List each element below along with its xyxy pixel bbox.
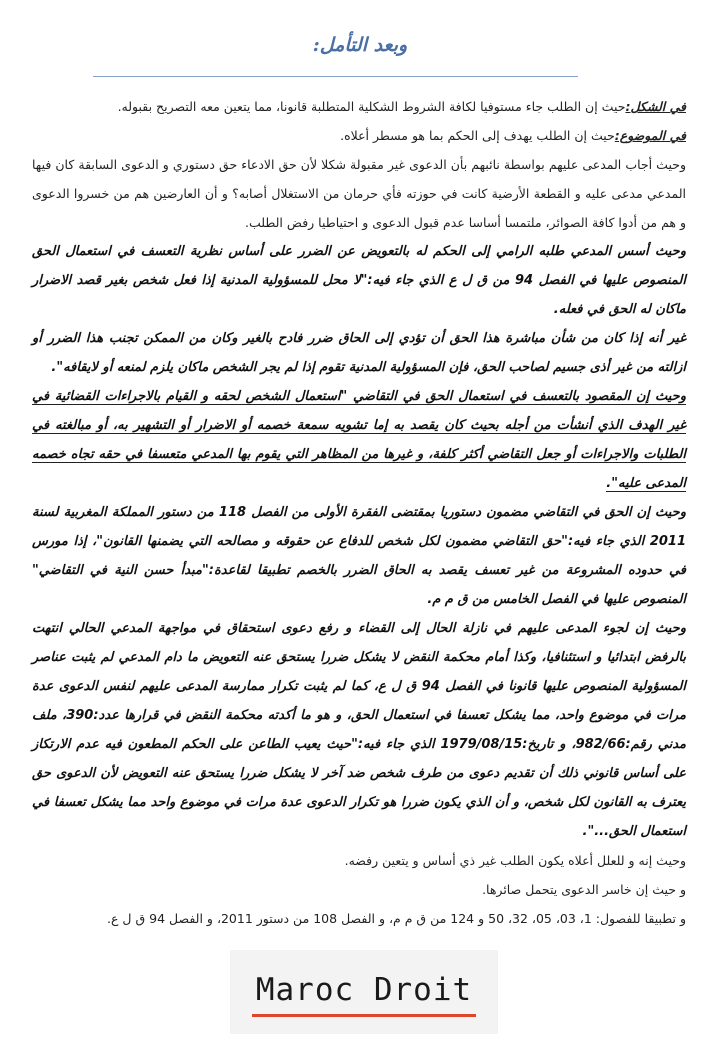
paragraph-articles: و تطبيقا للفصول: 1، 03، 05، 32، 50 و 124 من ق م م، و الفصل 108 من دستور 2011، و الفصل 94 ق ل ع. <box>107 911 686 926</box>
text-substance: حيث إن الطلب يهدف إلى الحكم بما هو مسطر أعلاه. <box>340 128 615 143</box>
abuse-definition-text: وحيث إن المقصود بالتعسف في استعمال الحق في التقاضي "استعمال الشخص لحقه و القيام بالاجراءات القضائية في غير الهدف الذي أنشأت من أجله بحيث كان يقصد به إما تشويه سمعة خصمه أو الاضرار أو التشهير به، أو مبالغته في الطلبات والاجراءات أو جعل التقاضي أكثر كلفة، و غيرها من المظاهر التي يقوم بها المدعي متعسفا في حقه تجاه خصمه المدعى عليه". <box>32 389 686 491</box>
paragraph-costs: و حيث إن خاسر الدعوى يتحمل صائرها. <box>482 882 686 897</box>
logo-underline <box>252 1014 476 1017</box>
paragraph-form <box>32 92 686 121</box>
title-divider <box>93 76 578 77</box>
paragraph-claim-basis: وحيث أسس المدعي طلبه الرامي إلى الحكم له بالتعويض عن الضرر على أساس نظرية التعسف في استعمال الحق المنصوص عليها في الفصل 94 من ق ل ع الذي جاء فيه:"لا محل للمسؤولية المدنية إذا فعل شخص بغير قصد الاضرار ماكان له الحق في فعله. <box>32 244 687 317</box>
paragraph-rejection: وحيث إنه و للعلل أعلاه يكون الطلب غير ذي أساس و يتعين رفضه. <box>344 853 686 868</box>
text-form: حيث إن الطلب جاء مستوفيا لكافة الشروط الشكلية المتطلبة قانونا، مما يتعين معه التصريح بقبوله. <box>117 99 626 114</box>
paragraph-constitutional-right: وحيث إن الحق في التقاضي مضمون دستوريا بمقتضى الفقرة الأولى من الفصل 118 من دستور المملكة المغربية لسنة 2011 الذي جاء فيه:"حق التقاضي مضمون لكل شخص للدفاع عن حقوقه و مصالحه التي يضمنها القانون"، إذا مورس في حدوده المشروعة من غير تعسف يقصد به الحاق الضرر بالخصم تطبيقا لقاعدة:"مبدأ حسن النية في التقاضي" المنصوص عليها في الفصل الخامس من ق م م. <box>32 505 686 607</box>
label-form: في الشكل: <box>625 99 686 114</box>
page-title: وبعد التأمل: <box>312 34 408 56</box>
judgment-body <box>32 92 686 933</box>
paragraph-defense: وحيث أجاب المدعى عليهم بواسطة نائبهم بأن الدعوى غير مقبولة شكلا لأن حق الادعاء حق دستوري و الدعوى السابقة كان فيها المدعي مدعى عليه و القطعة الأرضية كانت في حوزته فأي حرمان من الاستغلال أصابه؟ و أن العارضين هم من خسروا الدعوى و هم من أدوا كافة الصوائر، ملتمسا أساسا عدم قبول الدعوى و احتياطيا رفض الطلب. <box>32 157 686 230</box>
label-substance: في الموضوع: <box>614 128 686 143</box>
maroc-droit-logo <box>230 950 498 1034</box>
paragraph-substance <box>32 121 686 150</box>
logo-text: Maroc Droit <box>255 972 473 1008</box>
paragraph-abuse-definition <box>32 382 686 498</box>
paragraph-cassation-ruling: وحيث إن لجوء المدعى عليهم في نازلة الحال إلى القضاء و رفع دعوى استحقاق في مواجهة المدعي الحالي انتهت بالرفض ابتدائيا و استئنافيا، وكذا أمام محكمة النقض لا يشكل ضررا يستحق عنه التعويض ما دام المدعي لم يثبت عناصر المسؤولية المنصوص عليها قانونا في الفصل 94 ق ل ع، كما لم يثبت تكرار ممارسة المدعى عليهم لنفس الدعوى عدة مرات في موضوع واحد، مما يشكل تعسفا في استعمال الحق، و هو ما أكدته محكمة النقض في قرارها عدد:390، ملف مدني رقم:982/66، و تاريخ:1979/08/15 الذي جاء فيه:"حيث يعيب الطاعن على الحكم المطعون فيه عدم الارتكاز على أساس قانوني ذلك أن تقديم دعوى من طرف شخص ضد آخر لا يشكل ضررا يستحق عنه التعويض لأن الدعوى حق يعترف به القانون لكل شخص، و أن الذي يكون ضررا هو تكرار الدعوى عدة مرات في موضوع واحد مما يشكل تعسفا في استعمال الحق...". <box>32 621 687 839</box>
paragraph-damage-rule: غير أنه إذا كان من شأن مباشرة هذا الحق أن تؤدي إلى الحاق ضرر فادح بالغير وكان من الممكن تجنب هذا الضرر أو ازالته من غير أذى جسيم لصاحب الحق، فإن المسؤولية المدنية تقوم إذا لم يجر الشخص ماكان يلزم لمنعه أو لايقافه". <box>32 331 686 375</box>
